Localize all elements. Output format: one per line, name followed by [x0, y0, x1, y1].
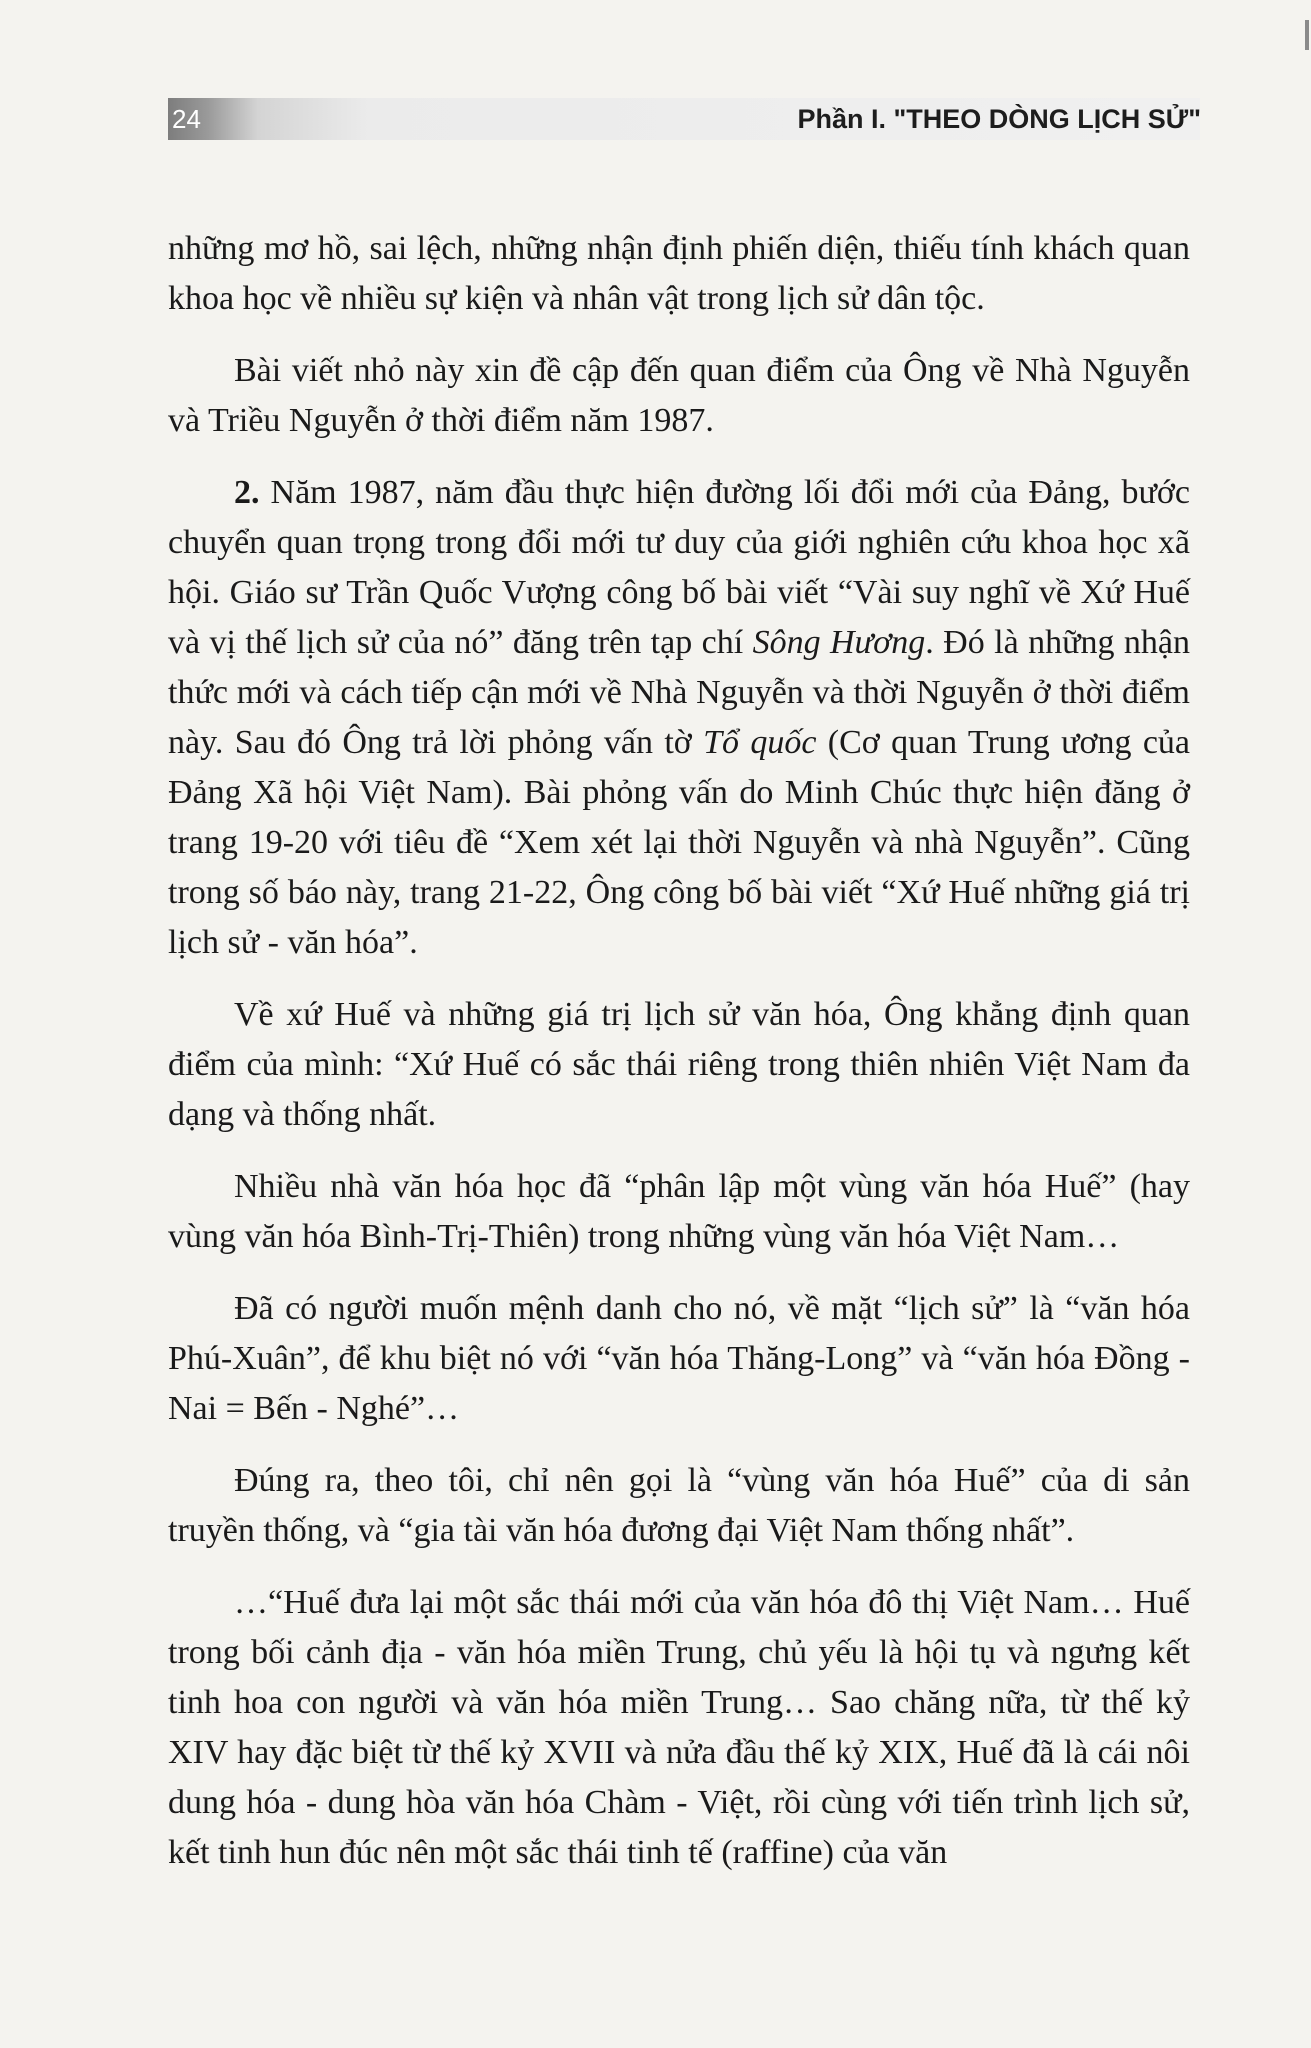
paragraph-quote-hue: …“Huế đưa lại một sắc thái mới của văn hóa đô thị Việt Nam… Huế trong bối cảnh địa - văn hóa miền Trung, chủ yếu là hội tụ và ngưng kết tinh hoa con người và văn hóa miền Trung… Sao chăng nữa, từ thế kỷ XIV hay đặc biệt từ thế kỷ XVII và nửa đầu thế kỷ XIX, Huế đã là cái nôi dung hóa - dung hòa văn hóa Chàm - Việt, rồi cùng với tiến trình lịch sử, kết tinh hun đúc nên một sắc thái tinh tế (raffine) của văn	[168, 1584, 1190, 1871]
paragraph-author-opinion: Đúng ra, theo tôi, chỉ nên gọi là “vùng văn hóa Huế” của di sản truyền thống, và “gia tài văn hóa đương đại Việt Nam thống nhất”.	[168, 1462, 1190, 1549]
paragraph-text-part: . Đó là những nhận thức mới và cách tiếp cận mới về Nhà Nguyễn và thời Nguyễn ở thời điểm này. Sau đó Ông trả lời phỏng vấn tờ	[168, 624, 1191, 761]
running-title: Phần I. "THEO DÒNG LỊCH SỬ"	[797, 104, 1201, 134]
newspaper-title-to-quoc: Tổ quốc	[703, 724, 817, 761]
paragraph-intro: Bài viết nhỏ này xin đề cập đến quan điểm của Ông về Nhà Nguyễn và Triều Nguyễn ở thời điểm năm 1987.	[168, 352, 1190, 439]
paragraph-section-2	[168, 468, 1190, 968]
section-number: 2.	[234, 474, 260, 511]
paragraph-text-part: Năm 1987, năm đầu thực hiện đường lối đổi mới của Đảng, bước chuyển quan trọng trong đổi mới tư duy của giới nghiên cứu khoa học xã hội. Giáo sư Trần Quốc Vượng công bố bài viết “Vài suy nghĩ về Xứ Huế và vị thế lịch sử của nó” đăng trên tạp chí	[168, 474, 1190, 661]
page-number: 24	[172, 104, 201, 134]
paragraph-phu-xuan: Đã có người muốn mệnh danh cho nó, về mặt “lịch sử” là “văn hóa Phú-Xuân”, để khu biệt nó với “văn hóa Thăng-Long” và “văn hóa Đồng - Nai = Bến - Nghé”…	[168, 1290, 1190, 1427]
magazine-title-song-huong: Sông Hương	[752, 624, 926, 661]
page-edge-mark	[1305, 20, 1309, 50]
paragraph-text-part: (Cơ quan Trung ương của Đảng Xã hội Việt Nam). Bài phỏng vấn do Minh Chúc thực hiện đăng ở trang 19-20 với tiêu đề “Xem xét lại thời Nguyễn và nhà Nguyễn”. Cũng trong số báo này, trang 21-22, Ông công bố bài viết “Xứ Huế những giá trị lịch sử - văn hóa”.	[168, 724, 1190, 961]
body-text	[168, 224, 1190, 1900]
paragraph-hue-values: Về xứ Huế và những giá trị lịch sử văn hóa, Ông khẳng định quan điểm của mình: “Xứ Huế có sắc thái riêng trong thiên nhiên Việt Nam đa dạng và thống nhất.	[168, 996, 1190, 1133]
paragraph-hue-culture-zone: Nhiều nhà văn hóa học đã “phân lập một vùng văn hóa Huế” (hay vùng văn hóa Bình-Trị-Thiên) trong những vùng văn hóa Việt Nam…	[168, 1168, 1190, 1255]
paragraph-continuation: những mơ hồ, sai lệch, những nhận định phiến diện, thiếu tính khách quan khoa học về nhiều sự kiện và nhân vật trong lịch sử dân tộc.	[168, 230, 1190, 317]
